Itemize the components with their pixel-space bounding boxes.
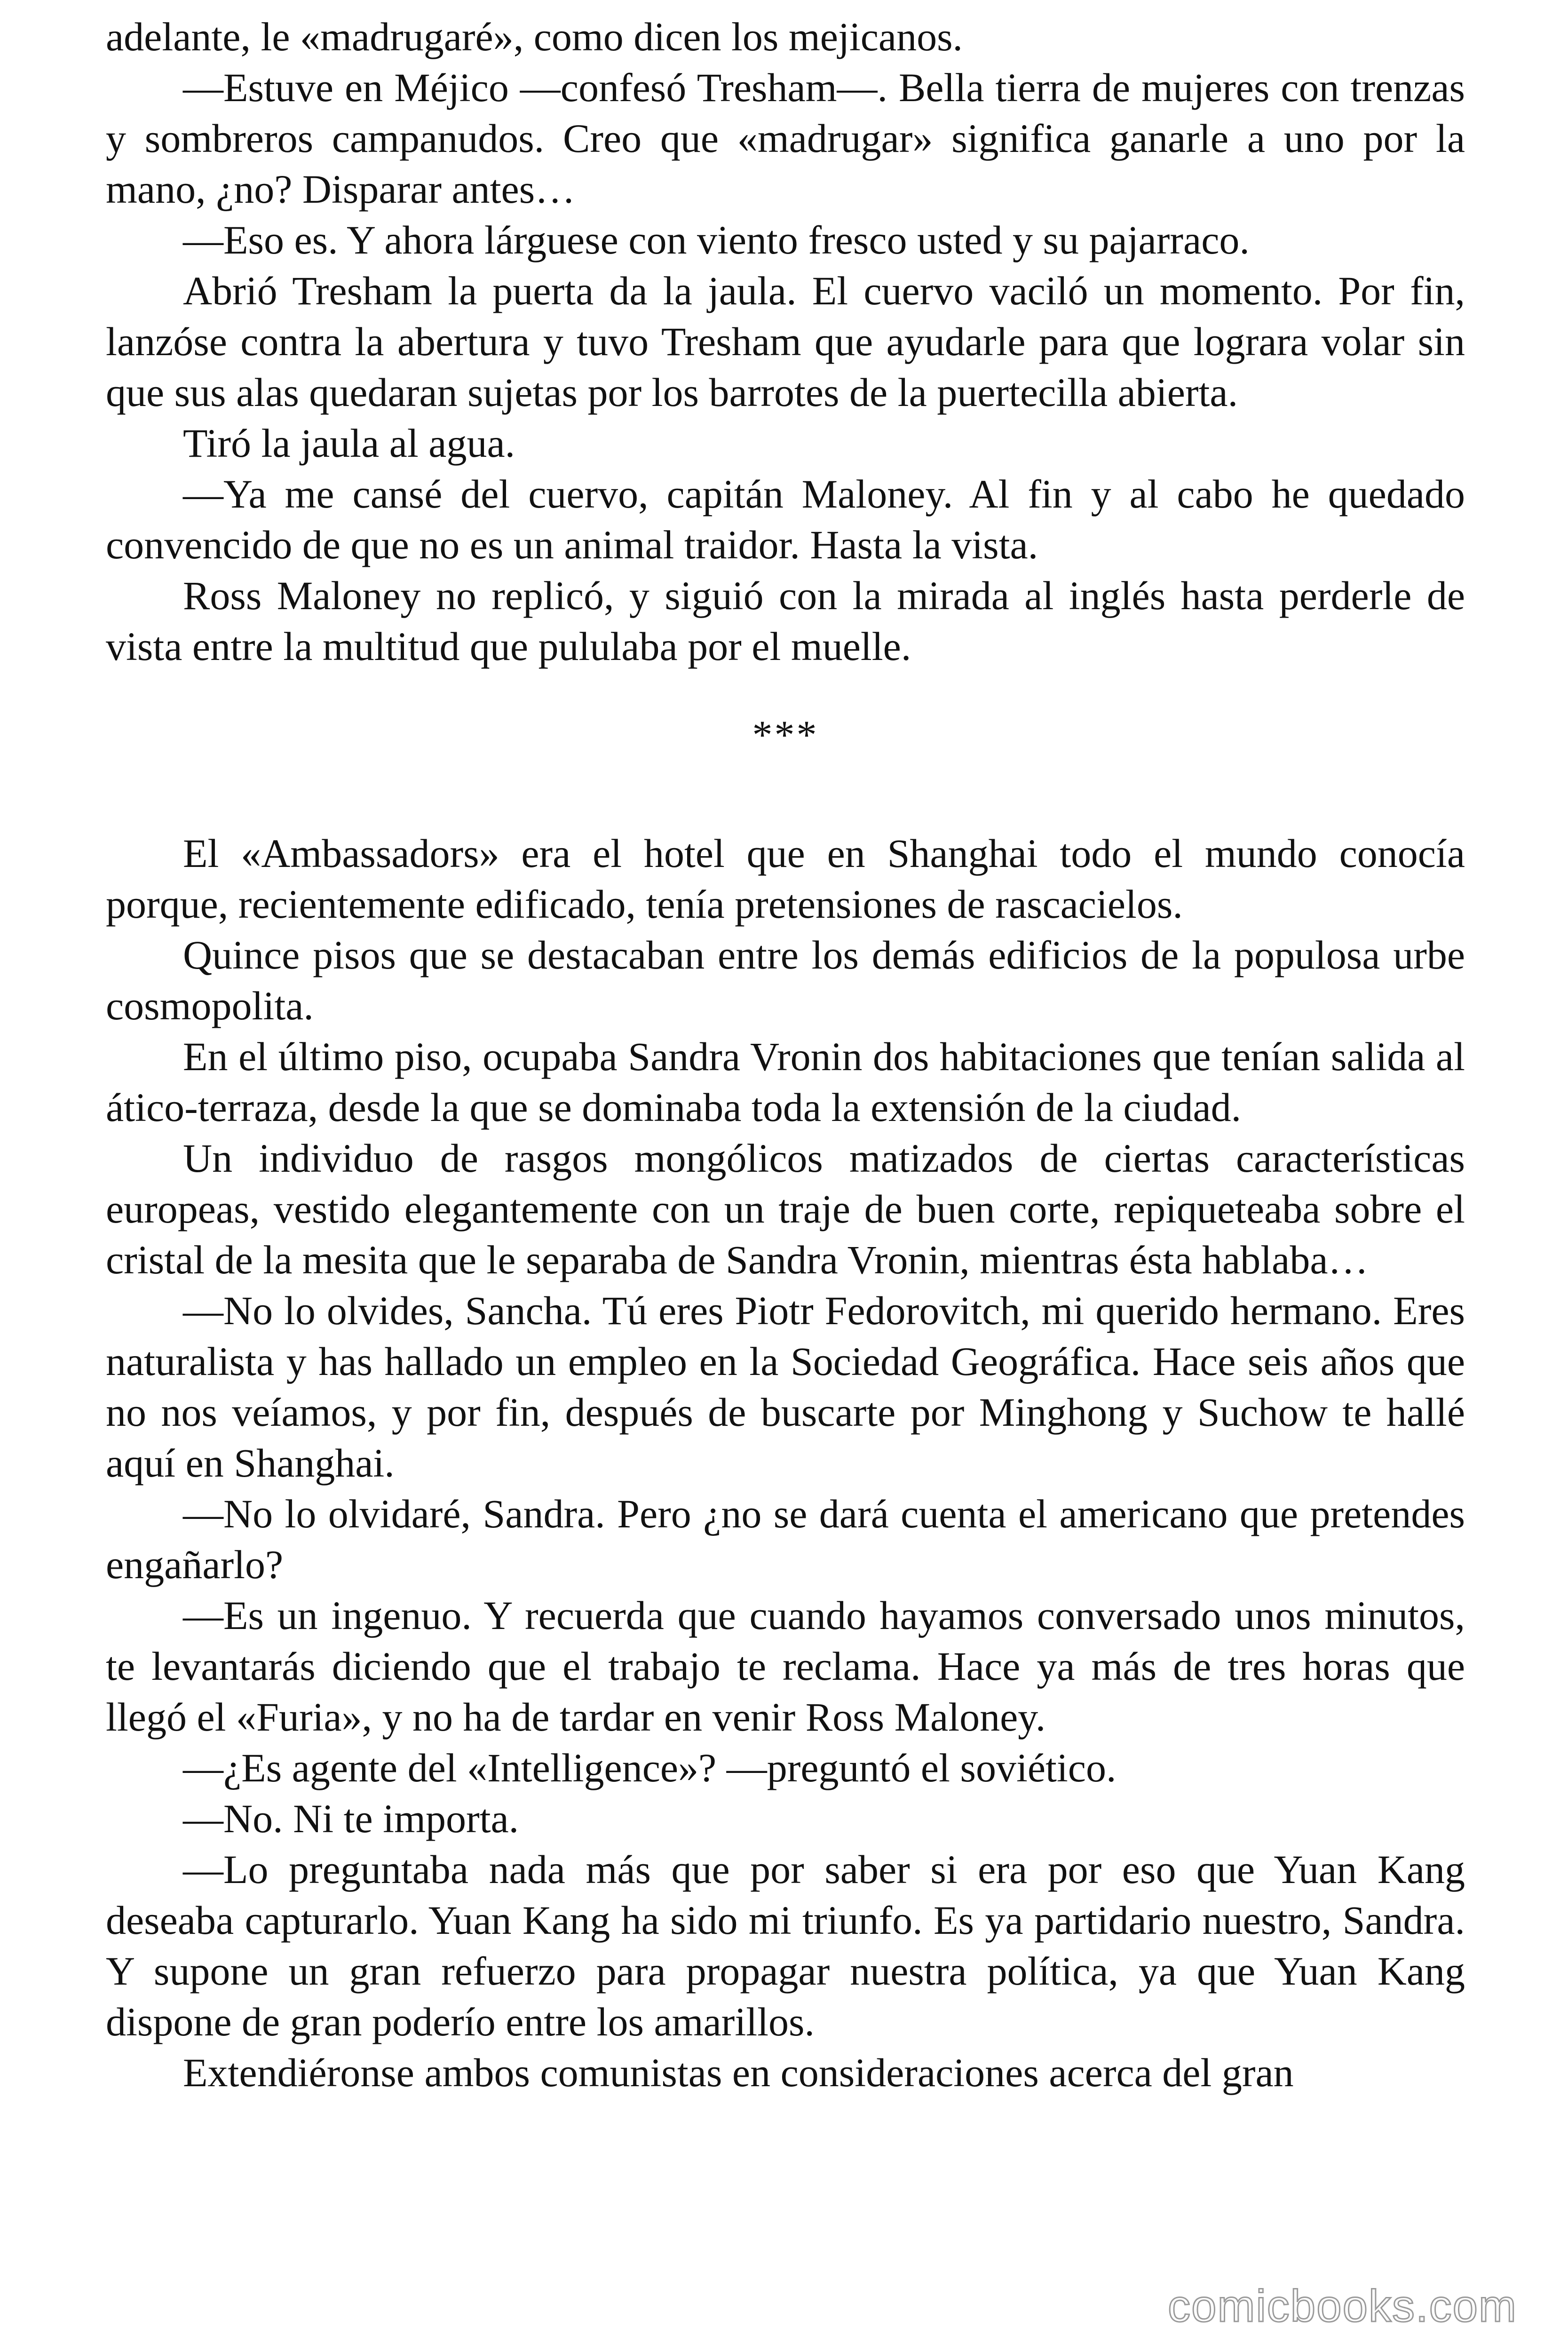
paragraph: —Es un ingenuo. Y recuerda que cuando hayamos conversado unos minutos, te levantarás diciendo que el trabajo te reclama. Hace ya más de tres horas que llegó el «Furia», y no ha de tardar en venir Ross Maloney. [106,1593,1465,1740]
paragraph: Ross Maloney no replicó, y siguió con la mirada al inglés hasta perderle de vista entre la multitud que pululaba por el muelle. [106,573,1465,669]
paragraph: Abrió Tresham la puerta da la jaula. El cuervo vaciló un momento. Por fin, lanzóse contra la abertura y tuvo Tresham que ayudarle para que lograra volar sin que sus alas quedaran sujetas por los barrotes de la puertecilla abierta. [106,268,1465,415]
paragraph: —No lo olvidaré, Sandra. Pero ¿no se dará cuenta el americano que pretendes engañarlo? [106,1491,1465,1587]
paragraph: —Estuve en Méjico —confesó Tresham—. Bella tierra de mujeres con trenzas y sombreros campanudos. Creo que «madrugar» significa ganarle a uno por la mano, ¿no? Disparar antes… [106,65,1465,212]
paragraph: —Lo preguntaba nada más que por saber si era por eso que Yuan Kang deseaba capturarlo. Yuan Kang ha sido mi triunfo. Es ya partidario nuestro, Sandra. Y supone un gran refuerzo para propagar nuestra política, ya que Yuan Kang dispone de gran poderío entre los amarillos. [106,1847,1465,2044]
paragraph: —¿Es agente del «Intelligence»? —preguntó el soviético. [183,1745,1117,1790]
paragraph: —Ya me cansé del cuervo, capitán Maloney. Al fin y al cabo he quedado convencido de que no es un animal traidor. Hasta la vista. [106,471,1465,567]
paragraph: En el último piso, ocupaba Sandra Vronin dos habitaciones que tenían salida al ático-terraza, desde la que se dominaba toda la extensión de la ciudad. [106,1034,1465,1130]
page-body [106,11,1465,2098]
paragraph: Tiró la jaula al agua. [183,421,515,466]
paragraph: adelante, le «madrugaré», como dicen los mejicanos. [106,14,963,59]
paragraph: Quince pisos que se destacaban entre los demás edificios de la populosa urbe cosmopolita. [106,932,1465,1028]
paragraph-continued: Extendiéronse ambos comunistas en consideraciones acerca del gran [183,2050,1294,2095]
paragraph: —No. Ni te importa. [183,1796,519,1841]
paragraph: —No lo olvides, Sancha. Tú eres Piotr Fedorovitch, mi querido hermano. Eres naturalista y has hallado un empleo en la Sociedad Geográfica. Hace seis años que no nos veíamos, y por fin, después de buscarte por Minghong y Suchow te hallé aquí en Shanghai. [106,1288,1465,1486]
section-break: *** [752,712,819,757]
paragraph: —Eso es. Y ahora lárguese con viento fresco usted y su pajarraco. [183,217,1250,262]
watermark: comicbooks.com [1168,2281,1517,2331]
paragraph: El «Ambassadors» era el hotel que en Shanghai todo el mundo conocía porque, recientemente edificado, tenía pretensiones de rascacielos. [106,831,1465,927]
paragraph: Un individuo de rasgos mongólicos matizados de ciertas características europeas, vestido elegantemente con un traje de buen corte, repiqueteaba sobre el cristal de la mesita que le separaba de Sandra Vronin, mientras ésta hablaba… [106,1136,1465,1282]
